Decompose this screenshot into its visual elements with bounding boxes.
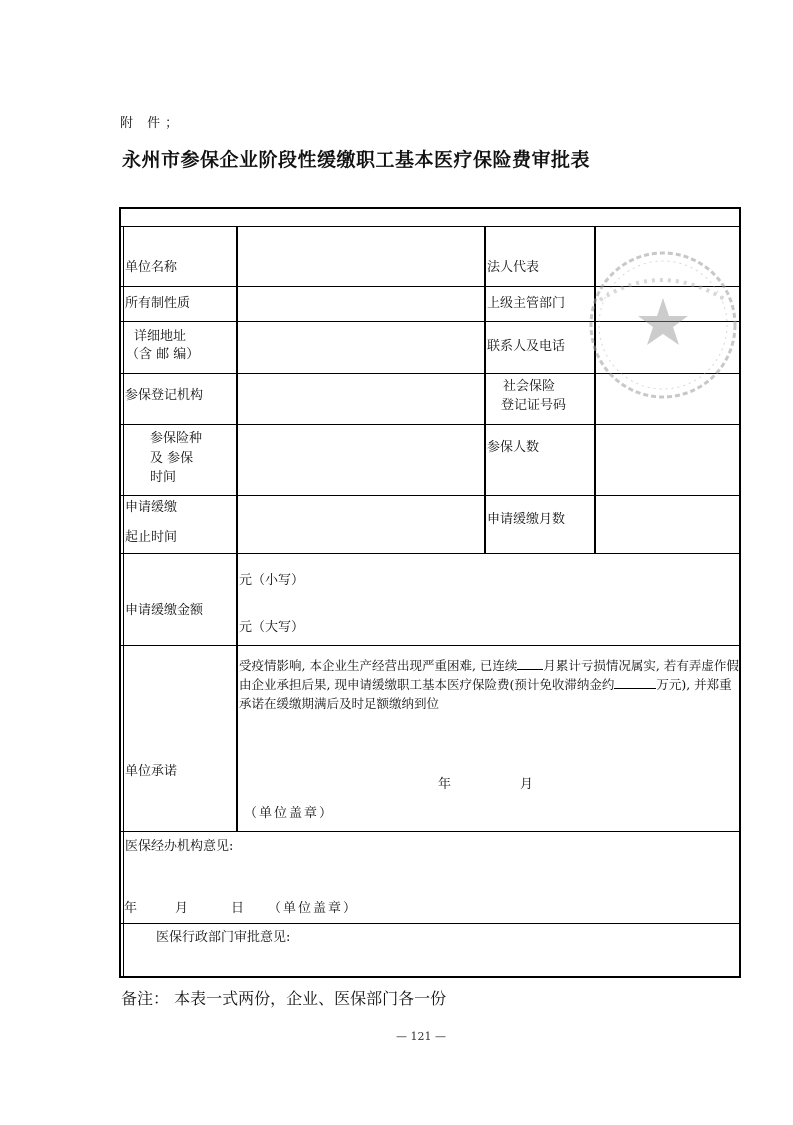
promise-text — [239, 656, 739, 713]
registry-org-label: 参保登记机构 — [125, 388, 204, 403]
official-seal-stamp — [578, 240, 748, 410]
amount-blank — [614, 676, 656, 689]
admin-opinion-label: 医保行政部门审批意见: — [156, 930, 291, 945]
table-column-divider — [236, 227, 238, 831]
page-number: — 121 — — [396, 1030, 446, 1043]
period-label: 申请缓缴 — [125, 500, 178, 515]
insurance-type-label-and: 及 参保 — [150, 451, 194, 466]
promise-text-part1: 受疫情影响, 本企业生产经营出现严重困难, 已连续 — [239, 658, 518, 673]
promise-month: 月 — [520, 777, 534, 792]
legal-rep-label: 法人代表 — [487, 260, 540, 275]
promise-label: 单位承诺 — [125, 764, 178, 779]
supervisor-label: 上级主管部门 — [487, 296, 566, 311]
agency-opinion-label: 医保经办机构意见: — [125, 839, 234, 854]
contact-label: 联系人及电话 — [487, 339, 566, 354]
address-label: 详细地址 — [134, 329, 187, 344]
address-label-postcode: （含 邮 编） — [126, 347, 200, 362]
table-column-divider — [123, 227, 124, 976]
page-title: 永州市参保企业阶段性缓缴职工基本医疗保险费审批表 — [122, 149, 591, 171]
agency-seal: （单位盖章） — [268, 901, 359, 916]
attachment-label: 附 件； — [120, 116, 184, 131]
table-row-divider — [121, 424, 741, 425]
table-row-divider — [121, 553, 741, 554]
table-column-divider — [484, 227, 486, 553]
insurance-type-label-time: 时间 — [150, 470, 177, 485]
promise-text-part2: 月累计亏损情况属实, 若有弄虚作假由企业承担后果, 现申请缓缴职工基本医疗保险费(预计免收滞纳金约 — [239, 658, 739, 692]
ss-reg-label: 社会保险 — [503, 379, 556, 394]
agency-month: 月 — [175, 901, 189, 916]
promise-year: 年 — [438, 777, 452, 792]
insured-count-label: 参保人数 — [487, 440, 540, 455]
promise-seal: （单位盖章） — [244, 806, 335, 821]
unit-name-label: 单位名称 — [125, 260, 178, 275]
table-row-divider — [121, 645, 741, 646]
agency-year: 年 — [124, 901, 138, 916]
amount-upper-field: 元（大写） — [239, 620, 305, 635]
ss-reg-label-number: 登记证号码 — [501, 398, 567, 413]
insurance-type-label: 参保险种 — [150, 431, 203, 446]
table-row-divider — [121, 831, 741, 832]
table-row-divider — [121, 923, 741, 924]
remark-note: 备注： 本表一式两份，企业、医保部门各一份 — [121, 989, 447, 1008]
amount-lower-field: 元（小写） — [239, 573, 305, 588]
months-blank — [517, 657, 543, 670]
ownership-label: 所有制性质 — [125, 296, 191, 311]
months-label: 申请缓缴月数 — [487, 512, 566, 527]
promise-text-part3: 万元), 并郑重承诺在缓缴期满后及时足额缴纳到位 — [239, 677, 732, 711]
amount-label: 申请缓缴金额 — [125, 603, 204, 618]
period-label-range: 起止时间 — [125, 530, 178, 545]
table-row-divider — [121, 226, 741, 227]
agency-day: 日 — [231, 901, 245, 916]
table-row-divider — [121, 495, 741, 496]
